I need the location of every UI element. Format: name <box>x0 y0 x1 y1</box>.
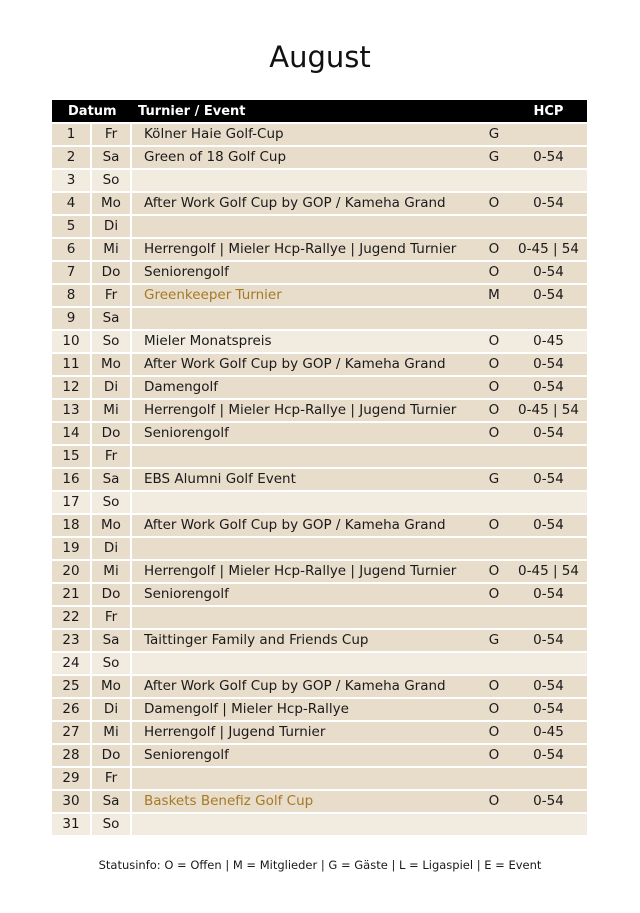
hcp-range: 0-54 <box>510 285 587 306</box>
table-row <box>52 469 587 490</box>
day-number: 1 <box>52 124 90 145</box>
hcp-range <box>510 814 587 835</box>
day-number: 20 <box>52 561 90 582</box>
table-row <box>52 170 587 191</box>
day-number: 25 <box>52 676 90 697</box>
event-name <box>132 768 478 789</box>
day-number: 6 <box>52 239 90 260</box>
event-name <box>132 308 478 329</box>
status-code <box>478 492 510 513</box>
event-name: Herrengolf | Mieler Hcp-Rallye | Jugend Turnier <box>132 400 478 421</box>
weekday: Mi <box>92 561 130 582</box>
status-code: O <box>478 193 510 214</box>
event-name: Herrengolf | Mieler Hcp-Rallye | Jugend Turnier <box>132 561 478 582</box>
status-code: G <box>478 124 510 145</box>
weekday: Fr <box>92 285 130 306</box>
status-code: M <box>478 285 510 306</box>
event-name: Green of 18 Golf Cup <box>132 147 478 168</box>
status-code: O <box>478 400 510 421</box>
hcp-range <box>510 124 587 145</box>
status-code <box>478 814 510 835</box>
table-row <box>52 400 587 421</box>
event-name: Herrengolf | Jugend Turnier <box>132 722 478 743</box>
hcp-range: 0-54 <box>510 469 587 490</box>
weekday: Mi <box>92 400 130 421</box>
event-name <box>132 446 478 467</box>
weekday: Fr <box>92 607 130 628</box>
event-name: Greenkeeper Turnier <box>132 285 478 306</box>
hcp-range: 0-54 <box>510 423 587 444</box>
event-name: Taittinger Family and Friends Cup <box>132 630 478 651</box>
hcp-range: 0-54 <box>510 630 587 651</box>
table-row <box>52 538 587 559</box>
status-code <box>478 768 510 789</box>
weekday: Mo <box>92 515 130 536</box>
day-number: 26 <box>52 699 90 720</box>
hcp-range <box>510 607 587 628</box>
hcp-range <box>510 170 587 191</box>
weekday: Fr <box>92 768 130 789</box>
hcp-range <box>510 446 587 467</box>
event-name <box>132 538 478 559</box>
weekday: So <box>92 653 130 674</box>
status-legend: Statusinfo: O = Offen | M = Mitglieder | G = Gäste | L = Ligaspiel | E = Event <box>98 858 542 872</box>
event-name: After Work Golf Cup by GOP / Kameha Grand <box>132 515 478 536</box>
event-name: After Work Golf Cup by GOP / Kameha Grand <box>132 354 478 375</box>
day-number: 18 <box>52 515 90 536</box>
event-table <box>52 100 587 835</box>
weekday: Fr <box>92 124 130 145</box>
hcp-range: 0-54 <box>510 193 587 214</box>
table-row <box>52 515 587 536</box>
hcp-range: 0-54 <box>510 515 587 536</box>
table-row <box>52 423 587 444</box>
hcp-range: 0-54 <box>510 262 587 283</box>
hcp-range: 0-45 <box>510 331 587 352</box>
weekday: Mo <box>92 354 130 375</box>
hcp-range: 0-54 <box>510 147 587 168</box>
day-number: 12 <box>52 377 90 398</box>
table-body <box>52 124 587 835</box>
table-row <box>52 377 587 398</box>
event-name: After Work Golf Cup by GOP / Kameha Grand <box>132 676 478 697</box>
table-row <box>52 262 587 283</box>
hcp-range: 0-45 | 54 <box>510 239 587 260</box>
hcp-range: 0-45 | 54 <box>510 561 587 582</box>
status-code: O <box>478 745 510 766</box>
weekday: Mi <box>92 722 130 743</box>
event-name: Seniorengolf <box>132 262 478 283</box>
event-name: EBS Alumni Golf Event <box>132 469 478 490</box>
status-code <box>478 538 510 559</box>
day-number: 9 <box>52 308 90 329</box>
event-name <box>132 492 478 513</box>
hcp-range: 0-45 | 54 <box>510 400 587 421</box>
status-code: G <box>478 630 510 651</box>
hcp-range: 0-54 <box>510 745 587 766</box>
hcp-range: 0-54 <box>510 676 587 697</box>
event-name: Seniorengolf <box>132 584 478 605</box>
table-row <box>52 492 587 513</box>
table-row <box>52 124 587 145</box>
event-name: After Work Golf Cup by GOP / Kameha Grand <box>132 193 478 214</box>
day-number: 28 <box>52 745 90 766</box>
day-number: 15 <box>52 446 90 467</box>
status-code: O <box>478 262 510 283</box>
hcp-range <box>510 768 587 789</box>
event-name: Kölner Haie Golf-Cup <box>132 124 478 145</box>
day-number: 21 <box>52 584 90 605</box>
day-number: 4 <box>52 193 90 214</box>
event-name: Damengolf <box>132 377 478 398</box>
table-row <box>52 630 587 651</box>
weekday: So <box>92 331 130 352</box>
day-number: 31 <box>52 814 90 835</box>
weekday: Mo <box>92 193 130 214</box>
table-row <box>52 354 587 375</box>
table-row <box>52 653 587 674</box>
status-code <box>478 607 510 628</box>
hcp-range <box>510 216 587 237</box>
day-number: 16 <box>52 469 90 490</box>
status-code: O <box>478 699 510 720</box>
event-name: Seniorengolf <box>132 423 478 444</box>
table-row <box>52 791 587 812</box>
status-code: O <box>478 354 510 375</box>
event-name: Seniorengolf <box>132 745 478 766</box>
table-row <box>52 814 587 835</box>
weekday: So <box>92 814 130 835</box>
day-number: 11 <box>52 354 90 375</box>
weekday: Fr <box>92 446 130 467</box>
weekday: Do <box>92 745 130 766</box>
table-row <box>52 722 587 743</box>
event-name <box>132 653 478 674</box>
table-row <box>52 676 587 697</box>
page-title: August <box>269 40 371 74</box>
hcp-range: 0-45 <box>510 722 587 743</box>
day-number: 14 <box>52 423 90 444</box>
day-number: 23 <box>52 630 90 651</box>
table-row <box>52 285 587 306</box>
header-hcp: HCP <box>533 103 564 119</box>
status-code <box>478 308 510 329</box>
table-row <box>52 584 587 605</box>
status-code: G <box>478 147 510 168</box>
table-row <box>52 331 587 352</box>
day-number: 17 <box>52 492 90 513</box>
status-code: O <box>478 423 510 444</box>
weekday: Sa <box>92 469 130 490</box>
event-name: Baskets Benefiz Golf Cup <box>132 791 478 812</box>
hcp-range: 0-54 <box>510 377 587 398</box>
hcp-range <box>510 492 587 513</box>
status-code <box>478 446 510 467</box>
weekday: Sa <box>92 630 130 651</box>
table-row <box>52 308 587 329</box>
header-datum: Datum <box>68 103 117 119</box>
weekday: Di <box>92 538 130 559</box>
weekday: Sa <box>92 147 130 168</box>
weekday: Sa <box>92 791 130 812</box>
table-row <box>52 216 587 237</box>
weekday: Sa <box>92 308 130 329</box>
weekday: Mo <box>92 676 130 697</box>
table-row <box>52 768 587 789</box>
header-event: Turnier / Event <box>138 103 246 119</box>
status-code: O <box>478 584 510 605</box>
day-number: 8 <box>52 285 90 306</box>
weekday: Mi <box>92 239 130 260</box>
status-code: O <box>478 239 510 260</box>
table-header <box>52 100 587 122</box>
day-number: 3 <box>52 170 90 191</box>
day-number: 7 <box>52 262 90 283</box>
day-number: 29 <box>52 768 90 789</box>
hcp-range: 0-54 <box>510 791 587 812</box>
status-code: O <box>478 331 510 352</box>
day-number: 24 <box>52 653 90 674</box>
status-code: O <box>478 676 510 697</box>
day-number: 10 <box>52 331 90 352</box>
day-number: 19 <box>52 538 90 559</box>
status-code: O <box>478 561 510 582</box>
hcp-range: 0-54 <box>510 354 587 375</box>
table-row <box>52 446 587 467</box>
day-number: 22 <box>52 607 90 628</box>
hcp-range: 0-54 <box>510 699 587 720</box>
day-number: 5 <box>52 216 90 237</box>
status-code: O <box>478 515 510 536</box>
table-row <box>52 193 587 214</box>
event-name: Herrengolf | Mieler Hcp-Rallye | Jugend Turnier <box>132 239 478 260</box>
event-name <box>132 216 478 237</box>
table-row <box>52 239 587 260</box>
status-code <box>478 653 510 674</box>
event-name: Damengolf | Mieler Hcp-Rallye <box>132 699 478 720</box>
hcp-range <box>510 538 587 559</box>
hcp-range <box>510 653 587 674</box>
table-row <box>52 147 587 168</box>
weekday: Di <box>92 216 130 237</box>
status-code: G <box>478 469 510 490</box>
day-number: 2 <box>52 147 90 168</box>
table-row <box>52 745 587 766</box>
day-number: 13 <box>52 400 90 421</box>
hcp-range <box>510 308 587 329</box>
status-code <box>478 170 510 191</box>
event-name <box>132 170 478 191</box>
day-number: 27 <box>52 722 90 743</box>
weekday: So <box>92 170 130 191</box>
event-name <box>132 814 478 835</box>
status-code: O <box>478 722 510 743</box>
event-name: Mieler Monatspreis <box>132 331 478 352</box>
weekday: Do <box>92 423 130 444</box>
weekday: Di <box>92 377 130 398</box>
hcp-range: 0-54 <box>510 584 587 605</box>
weekday: Di <box>92 699 130 720</box>
status-code: O <box>478 791 510 812</box>
table-row <box>52 607 587 628</box>
table-row <box>52 699 587 720</box>
weekday: So <box>92 492 130 513</box>
weekday: Do <box>92 584 130 605</box>
event-name <box>132 607 478 628</box>
status-code <box>478 216 510 237</box>
status-code: O <box>478 377 510 398</box>
day-number: 30 <box>52 791 90 812</box>
weekday: Do <box>92 262 130 283</box>
table-row <box>52 561 587 582</box>
